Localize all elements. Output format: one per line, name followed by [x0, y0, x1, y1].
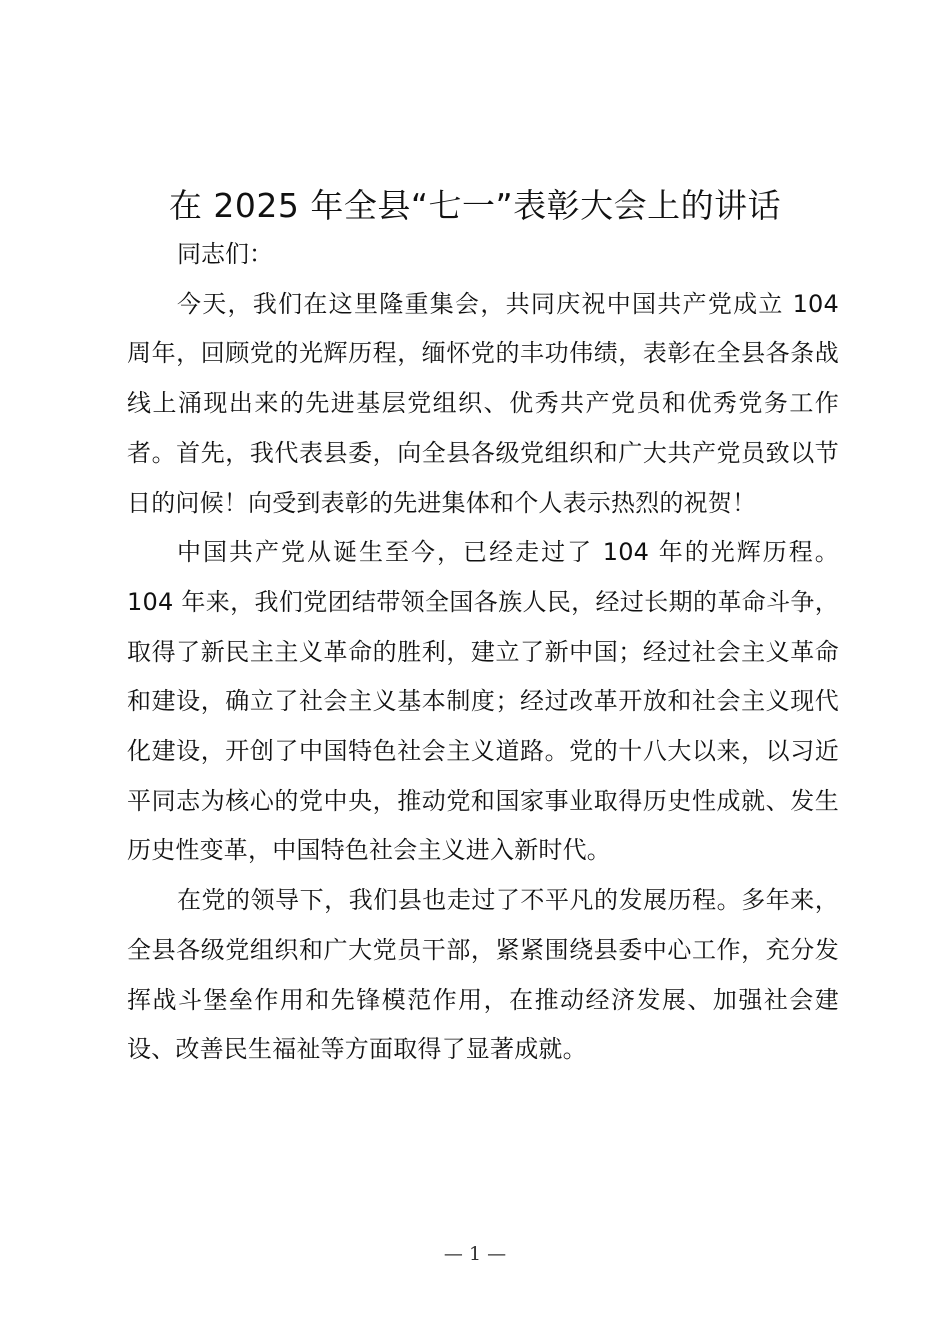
document-title: 在 2025 年全县“七一”表彰大会上的讲话: [168, 186, 782, 225]
salutation: 同志们：: [177, 240, 273, 268]
page-number: — 1 —: [443, 1243, 507, 1265]
document-body: [127, 230, 839, 1075]
paragraph-party-history: 中国共产党从诞生至今，已经走过了 104 年的光辉历程。104 年来，我们党团结带领全国各族人民，经过长期的革命斗争，取得了新民主主义革命的胜利，建立了新中国；经过社会主义革命和建设，确立了社会主义基本制度；经过改革开放和社会主义现代化建设，开创了中国特色社会主义道路。党的十八大以来，以习近平同志为核心的党中央，推动党和国家事业取得历史性成就、发生历史性变革，中国特色社会主义进入新时代。: [127, 538, 839, 865]
paragraph-opening: 今天，我们在这里隆重集会，共同庆祝中国共产党成立 104 周年，回顾党的光辉历程，缅怀党的丰功伟绩，表彰在全县各条战线上涌现出来的先进基层党组织、优秀共产党员和优秀党务工作者。首先，我代表县委，向全县各级党组织和广大共产党员致以节日的问候！向受到表彰的先进集体和个人表示热烈的祝贺！: [127, 289, 839, 517]
paragraph-county-achievements: 在党的领导下，我们县也走过了不平凡的发展历程。多年来，全县各级党组织和广大党员干部，紧紧围绕县委中心工作，充分发挥战斗堡垒作用和先锋模范作用，在推动经济发展、加强社会建设、改善民生福祉等方面取得了显著成就。: [127, 886, 839, 1064]
